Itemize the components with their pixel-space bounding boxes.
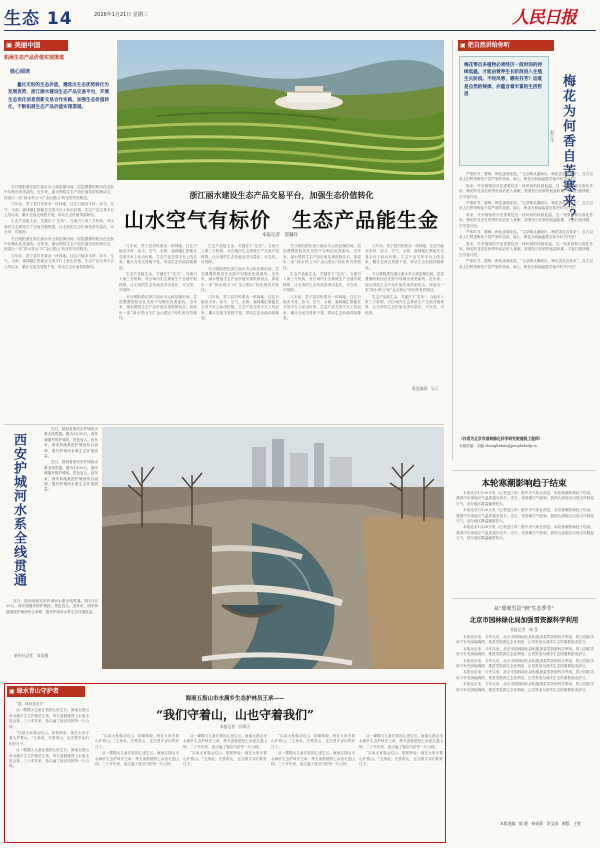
- nature-email: 本版责编：刘毅 zhonghebao@peopledaily.cn: [459, 444, 537, 448]
- feature-paragraph: 几年前，景宁县村民要卖一块林地，往往只能卖木材；如今，空气、水源、森林碳汇都能在交易平台上标出价格。生态产品交易平台上线以来，累计完成交易数千笔，带动生态价值持续释放。: [283, 294, 361, 321]
- coldwave-paragraph: 本报北京1月20日电（记者寇江泽）据中央气象台消息，本轮寒潮影响趋于结束，我国中东部地区气温将逐步回升。近日，受寒潮天气影响，我国大部地区出现大风降温天气，部分地区降温幅度较大。: [456, 491, 594, 506]
- feature-body-col4: [283, 244, 361, 394]
- coldwave-news: [452, 470, 596, 592]
- feature-subhead: 浙江丽水建设生态产品交易平台，加强生态价值转化: [189, 190, 374, 200]
- masthead: [0, 0, 600, 32]
- feature-paragraph: 冬日暖阳洒在浙江丽水市云和县梯田间，层层叠叠的稻田在光影中勾勒出优美曲线。近年来，丽水围绕生态产品价值实现机制试点，探索出一条“绿水青山”向“金山银山”转化的有效路径。: [365, 272, 444, 293]
- ranger-paragraph: 从一棵棵大儿童在我的心里生长。海南五指山市水满乡生态护林员王承，每天清晨便背上水壶走进山林。三十多年来，他走遍了辖区内的每一片山林。: [95, 751, 179, 767]
- issue-date: 2026年1月21日 星期三: [94, 12, 148, 18]
- ranger-paragraph: “以前大家靠山吃山，砍树种胶；现在大家守着山护着山。”王承说，守着青山，也守着乡亲们的好日子。: [95, 734, 179, 749]
- photo-news-caption-text: 近日，陕西省西安市护城河水系全线贯通。图为1月20日，西安城墙外的护城河，景色宜人。近年来，西安持续推进护城河综合治理，提升护城河水系生态环境质量。: [44, 460, 98, 492]
- feature-paragraph: 生态产品能生金，关键在于“定价”。当地引入第三方机构，对区域内生态系统生产总值开展核算，让无形的生态价值变得可量化、可交易、可抵押。: [283, 272, 361, 293]
- ranger-paragraph: 从一棵棵大儿童在我的心里生长。海南五指山市水满乡生态护林员王承，每天清晨便背上水壶走进山林。三十多年来，他走遍了辖区内的每一片山林。: [9, 748, 89, 769]
- photo-news-caption: [44, 427, 98, 623]
- ranger-column-tag: ▣ 绿水青山守护者: [7, 686, 85, 697]
- photo-news-title: 西安护城河水系全线贯通: [11, 433, 26, 587]
- ranger-body-col4: [271, 734, 355, 840]
- column-tag: ▣ 美丽中国: [4, 40, 68, 51]
- photo-news-caption-text: 近日，陕西省西安市护城河水系全线贯通。图为1月20日，西安城墙外的护城河，景色宜人。近年来，西安持续推进护城河综合治理，提升护城河水系生态环境质量。: [6, 599, 98, 614]
- moat-photo: [102, 427, 444, 669]
- feature-paragraph: 生态产品能生金，关键在于“定价”。当地引入第三方机构，对区域内生态系统生产总值开展核算，让无形的生态价值变得可量化、可交易、可抵押。: [201, 244, 279, 265]
- ranger-paragraph: “以前大家靠山吃山，砍树种胶；现在大家守着山护着山。”王承说，守着青山，也守着乡亲们的好日子。: [183, 751, 267, 767]
- snow-paragraph: 本报北京电 今冬以来，北京市园林绿化局积极探索雪资源科学利用，将公园积雪用于补充绿地墒情，推进雪资源生态化利用，让雪景成为城市生态的重要组成部分。: [456, 635, 594, 645]
- feature-paragraph: 几年前，景宁县村民要卖一块林地，往往只能卖木材；如今，空气、水源、森林碳汇都能在交易平台上标出价格。生态产品交易平台上线以来，累计完成交易数千笔，带动生态价值持续释放。: [4, 202, 114, 218]
- header-rule: [4, 30, 596, 31]
- feature-paragraph: 几年前，景宁县村民要卖一块林地，往往只能卖木材；如今，空气、水源、森林碳汇都能在交易平台上标出价格。生态产品交易平台上线以来，累计完成交易数千笔，带动生态价值持续释放。: [119, 244, 197, 270]
- feature-photo: [117, 40, 444, 180]
- feature-body-col1: [4, 185, 114, 395]
- feature-body-col5: [365, 244, 444, 384]
- feature-paragraph: 生态产品能生金，关键在于“定价”。当地引入第三方机构，对区域内生态系统生产总值开展核算，让无形的生态价值变得可量化、可交易、可抵押。: [119, 272, 197, 293]
- ranger-body-col2: [95, 734, 179, 840]
- snow-body: [456, 635, 594, 815]
- nature-paragraph: 严寒时节，腊梅、梅花凌寒绽放。“宝剑锋从磨砺出，梅花香自苦寒来”，自古以来人们赞美梅花不畏严寒的品格。那么，梅花为何偏偏要在寒冷时节开放？: [459, 230, 593, 240]
- feature-paragraph: 冬日暖阳洒在浙江丽水市云和县梯田间，层层叠叠的稻田在光影中勾勒出优美曲线。近年来，丽水围绕生态产品价值实现机制试点，探索出一条“绿水青山”向“金山银山”转化的有效路径。: [4, 236, 114, 252]
- feature-paragraph: 几年前，景宁县村民要卖一块林地，往往只能卖木材；如今，空气、水源、森林碳汇都能在交易平台上标出价格。生态产品交易平台上线以来，累计完成交易数千笔，带动生态价值持续释放。: [201, 294, 279, 321]
- nature-byline: （作者为北京市园林绿化科学研究院高级工程师）: [459, 436, 543, 441]
- coldwave-paragraph: 本报北京1月20日电（记者寇江泽）据中央气象台消息，本轮寒潮影响趋于结束，我国中东部地区气温将逐步回升。近日，受寒潮天气影响，我国大部地区出现大风降温天气，部分地区降温幅度较大。: [456, 525, 594, 541]
- nature-intro-box: [459, 56, 549, 166]
- feature-paragraph: 冬日暖阳洒在浙江丽水市云和县梯田间，层层叠叠的稻田在光影中勾勒出优美曲线。近年来，丽水围绕生态产品价值实现机制试点，探索出一条“绿水青山”向“金山银山”转化的有效路径。: [283, 244, 361, 270]
- feature-paragraph: 冬日暖阳洒在浙江丽水市云和县梯田间，层层叠叠的稻田在光影中勾勒出优美曲线。近年来，丽水围绕生态产品价值实现机制试点，探索出一条“绿水青山”向“金山银山”转化的有效路径。: [4, 185, 114, 200]
- core-read-text: 量化无形的生态价值，遴选出生态优势转化为发展优势，浙江丽水建设生态产品交易平台，开展生态优化信息创新交易合作实践，加强生态价值转化，不断拓展生态产品价值实现渠道。: [8, 83, 110, 111]
- coldwave-paragraph: 本报北京1月20日电（记者寇江泽）据中央气象台消息，本轮寒潮影响趋于结束，我国中东部地区气温将逐步回升。近日，受寒潮天气影响，我国大部地区出现大风降温天气，部分地区降温幅度较大。: [456, 508, 594, 524]
- snow-news: [452, 598, 596, 844]
- nature-author: 赵宇佳: [550, 130, 555, 142]
- column-subtitle: 拓展生态产品价值实现渠道: [4, 55, 65, 61]
- nature-paragraph: 严寒时节，腊梅、梅花凌寒绽放。“宝剑锋从磨砺出，梅花香自苦寒来”，自古以来人们赞美梅花不畏严寒的品格。那么，梅花为何偏偏要在寒冷时节开放？: [459, 201, 593, 211]
- photo-news-caption-text: 近日，陕西省西安市护城河水系全线贯通。图为1月20日，西安城墙外的护城河，景色宜人。近年来，西安持续推进护城河综合治理，提升护城河水系生态环境质量。: [44, 427, 98, 459]
- tag-marker-icon: ▣: [9, 688, 15, 695]
- terraced-fields-photo: [117, 40, 444, 180]
- ranger-story: [4, 683, 446, 843]
- ranger-quote: “我，林间是家乡”: [16, 702, 45, 706]
- nature-paragraph: 严寒时节，腊梅、梅花凌寒绽放。“宝剑锋从磨砺出，梅花香自苦寒来”，自古以来人们赞美梅花不畏严寒的品格。那么，梅花为何偏偏要在寒冷时节开放？: [459, 259, 593, 269]
- ranger-paragraph: “以前大家靠山吃山，砍树种胶；现在大家守着山护着山。”王承说，守着青山，也守着乡亲们的好日子。: [359, 751, 443, 767]
- ranger-body-col3: [183, 734, 267, 840]
- snow-paragraph: 本报北京电 今冬以来，北京市园林绿化局积极探索雪资源科学利用，将公园积雪用于补充绿地墒情，推进雪资源生态化利用，让雪景成为城市生态的重要组成部分。: [456, 670, 594, 680]
- page-editors: 本版责编：陈 媛 杨寅莉 窦文涛 制版：王悦: [500, 821, 581, 826]
- snow-paragraph: 本报北京电 今冬以来，北京市园林绿化局积极探索雪资源科学利用，将公园积雪用于补充绿地墒情，推进雪资源生态化利用，让雪景成为城市生态的重要组成部分。: [456, 646, 594, 657]
- nature-paragraph: 原来，许多植物的开花需要经历一段时间的持续低温，这一现象被称为春化作用。梅花的花芽在秋季形成后进入休眠，需要经历足够的低温积累，才能打破休眠，在早春开放。: [459, 183, 593, 199]
- feature-headline: 山水空气有标价 生态产品能生金: [124, 208, 439, 232]
- ranger-paragraph: “以前大家靠山吃山，砍树种胶；现在大家守着山护着山。”王承说，守着青山，也守着乡亲们的好日子。: [271, 734, 355, 749]
- ranger-paragraph: 从一棵棵大儿童在我的心里生长。海南五指山市水满乡生态护林员王承，每天清晨便背上水壶走进山林。三十多年来，他走遍了辖区内的每一片山林。: [359, 734, 443, 749]
- ranger-body-col1: [9, 702, 89, 840]
- ranger-byline: 本报记者 孙海天: [219, 724, 251, 729]
- feature-paragraph: 几年前，景宁县村民要卖一块林地，往往只能卖木材；如今，空气、水源、森林碳汇都能在交易平台上标出价格。生态产品交易平台上线以来，累计完成交易数千笔，带动生态价值持续释放。: [4, 253, 114, 269]
- newspaper-logo: 人民日报: [512, 8, 576, 28]
- feature-body-col3: [201, 244, 279, 394]
- ranger-paragraph: “以前大家靠山吃山，砍树种胶；现在大家守着山护着山。”王承说，守着青山，也守着乡亲们的好日子。: [9, 731, 89, 746]
- feature-paragraph: 冬日暖阳洒在浙江丽水市云和县梯田间，层层叠叠的稻田在光影中勾勒出优美曲线。近年来，丽水围绕生态产品价值实现机制试点，探索出一条“绿水青山”向“金山银山”转化的有效路径。: [201, 266, 279, 293]
- tag-marker-icon: ▣: [6, 41, 13, 49]
- ranger-paragraph: 从一棵棵大儿童在我的心里生长。海南五指山市水满乡生态护林员王承，每天清晨便背上水壶走进山林。三十多年来，他走遍了辖区内的每一片山林。: [9, 708, 89, 729]
- coldwave-body: [456, 491, 594, 591]
- nature-vertical-title: 梅花为何香自苦寒来？: [560, 74, 575, 224]
- nature-intro-text: 梅花零自多植物必须经历一段时间的持续低温，才能由营养生长阶段进入生殖生长阶段。不经风寒，哪有芬芳？这既是自然的规律，亦蕴含着丰富的生活哲思: [464, 63, 543, 97]
- snow-subhead: 从“要观雪景”到“生态季节”: [493, 606, 555, 612]
- feature-paragraph: 生态产品能生金，关键在于“定价”。当地引入第三方机构，对区域内生态系统生产总值开展核算，让无形的生态价值变得可量化、可交易、可抵押。: [365, 294, 444, 315]
- feature-byline: 本报记者 窦瀚洋: [262, 233, 298, 238]
- nature-body: [459, 172, 593, 434]
- nature-paragraph: 严寒时节，腊梅、梅花凌寒绽放。“宝剑锋从磨砺出，梅花香自苦寒来”，自古以来人们赞美梅花不畏严寒的品格。那么，梅花为何偏偏要在寒冷时节开放？: [459, 172, 593, 182]
- feature-paragraph: 冬日暖阳洒在浙江丽水市云和县梯田间，层层叠叠的稻田在光影中勾勒出优美曲线。近年来，丽水围绕生态产品价值实现机制试点，探索出一条“绿水青山”向“金山银山”转化的有效路径。: [119, 294, 197, 321]
- nature-column: [452, 40, 596, 460]
- ranger-subhead: 海南五指山市水满乡生态护林员王承——: [185, 696, 285, 702]
- snow-paragraph: 本报北京电 今冬以来，北京市园林绿化局积极探索雪资源科学利用，将公园积雪用于补充绿地墒情，推进雪资源生态化利用，让雪景成为城市生态的重要组成部分。: [456, 682, 594, 692]
- ranger-paragraph: 从一棵棵大儿童在我的心里生长。海南五指山市水满乡生态护林员王承，每天清晨便背上水壶走进山林。三十多年来，他走遍了辖区内的每一片山林。: [183, 734, 267, 749]
- nature-column-tag: ▣ 把自然讲给你听: [458, 40, 554, 51]
- snow-paragraph: 本报北京电 今冬以来，北京市园林绿化局积极探索雪资源科学利用，将公园积雪用于补充绿地墒情，推进雪资源生态化利用，让雪景成为城市生态的重要组成部分。: [456, 658, 594, 669]
- snow-byline: 本报记者 杨 莹: [510, 627, 538, 632]
- snow-headline: 北京市园林绿化局加强雪资源科学利用: [469, 616, 579, 624]
- nature-paragraph: 原来，许多植物的开花需要经历一段时间的持续低温，这一现象被称为春化作用。梅花的花芽在秋季形成后进入休眠，需要经历足够的低温积累，才能打破休眠，在早春开放。: [459, 212, 593, 228]
- feature-body-col2: [119, 244, 197, 394]
- nature-paragraph: 原来，许多植物的开花需要经历一段时间的持续低温，这一现象被称为春化作用。梅花的花芽在秋季形成后进入休眠，需要经历足够的低温积累，才能打破休眠，在早春开放。: [459, 241, 593, 257]
- photo-news-caption-lower: [6, 599, 98, 653]
- tag-marker-icon: ▣: [460, 42, 466, 49]
- photo-news-credit: 新华社记者 邹竞摄: [14, 653, 49, 658]
- ranger-headline: “我们守着山，山也守着我们”: [156, 708, 314, 722]
- city-moat-photo: [102, 427, 444, 669]
- ranger-body-col5: [359, 734, 443, 840]
- feature-paragraph: 几年前，景宁县村民要卖一块林地，往往只能卖木材；如今，空气、水源、森林碳汇都能在交易平台上标出价格。生态产品交易平台上线以来，累计完成交易数千笔，带动生态价值持续释放。: [365, 244, 444, 270]
- photo-news: [4, 424, 444, 670]
- feature-lead: [4, 40, 114, 182]
- coldwave-headline: 本轮寒潮影响趋于结束: [481, 479, 567, 489]
- section-title: 生态 14: [4, 9, 73, 29]
- feature-paragraph: 生态产品能生金，关键在于“定价”。当地引入第三方机构，对区域内生态系统生产总值开展核算，让无形的生态价值变得可量化、可交易、可抵押。: [4, 219, 114, 235]
- feature-editor: 版面编辑：吴天: [412, 386, 439, 391]
- core-read-label: 核心阅读: [10, 69, 31, 75]
- ranger-paragraph: 从一棵棵大儿童在我的心里生长。海南五指山市水满乡生态护林员王承，每天清晨便背上水壶走进山林。三十多年来，他走遍了辖区内的每一片山林。: [271, 751, 355, 767]
